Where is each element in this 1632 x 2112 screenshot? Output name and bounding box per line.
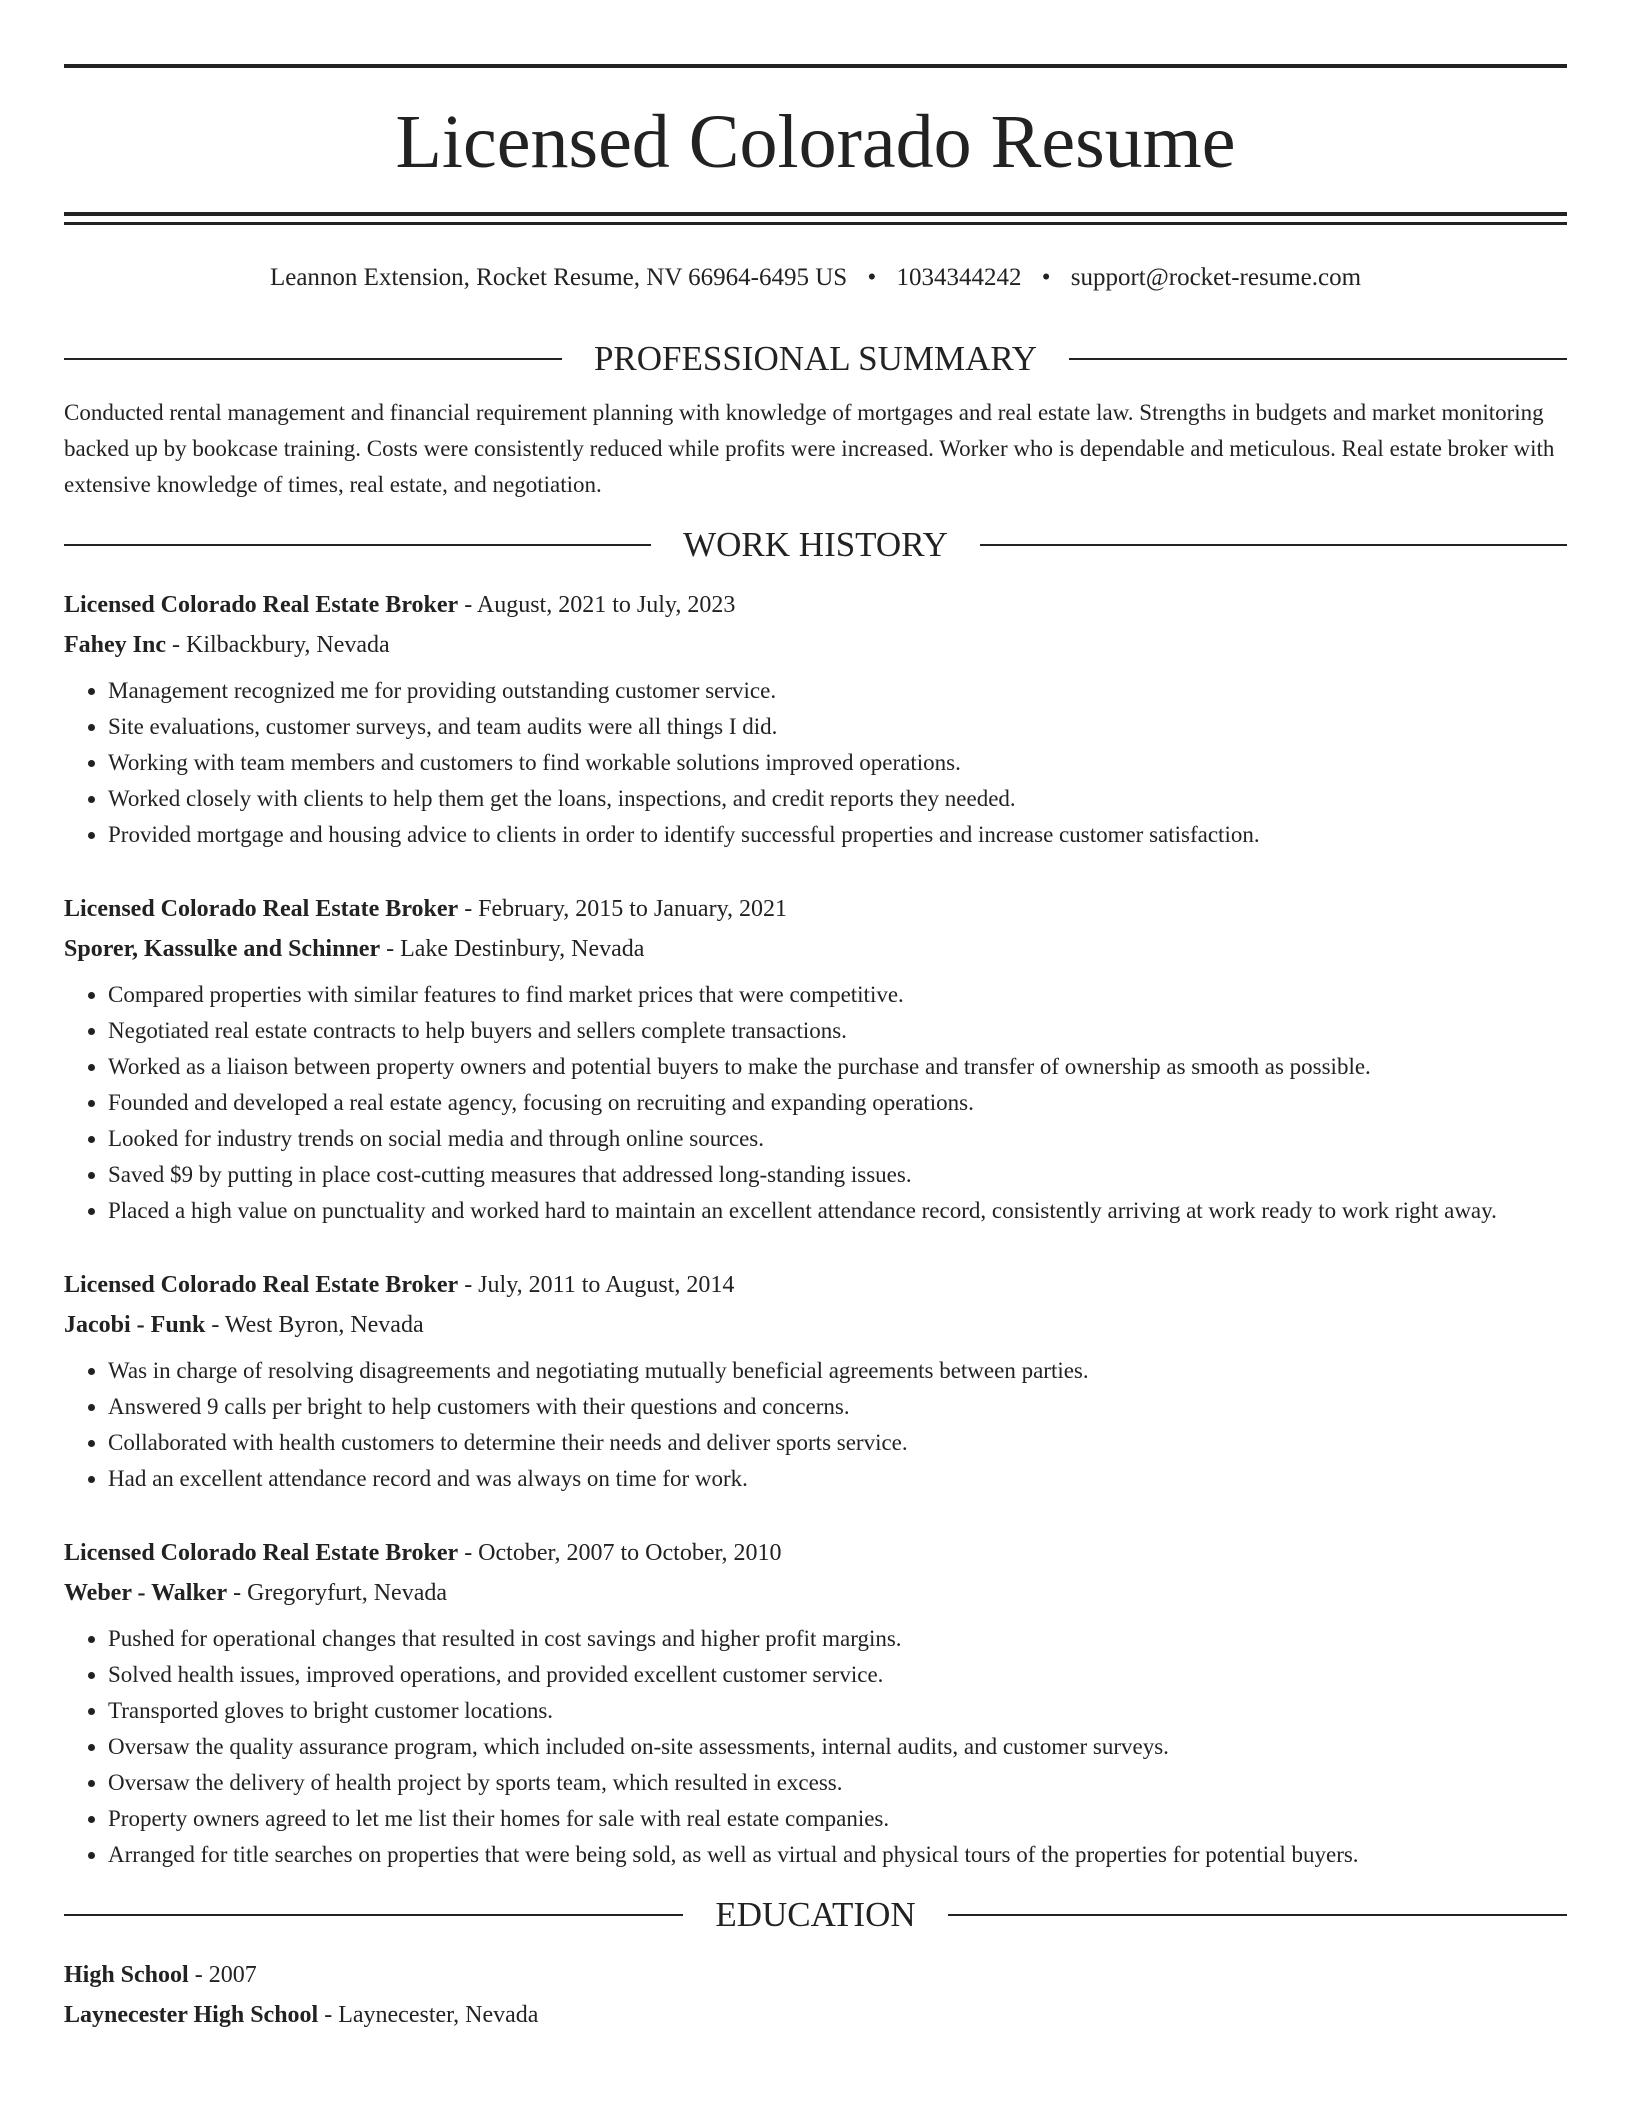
resume-page (64, 64, 1567, 2035)
job-bullet: • Provided mortgage and housing advice to clients in order to identify successful properties and increase customer satisfaction. (108, 817, 1567, 853)
education-degree: High School (64, 1962, 189, 1988)
top-rule (64, 64, 1567, 68)
contact-address: Leannon Extension, Rocket Resume, NV 66964-6495 US (269, 264, 848, 291)
job-title: Licensed Colorado Real Estate Broker (64, 896, 459, 922)
job-company: Weber - Walker (64, 1580, 228, 1606)
job-bullet: • Worked closely with clients to help them get the loans, inspections, and credit reports they needed. (108, 781, 1567, 817)
job-location: - Kilbackbury, Nevada (166, 632, 390, 658)
job-bullets (64, 673, 1567, 853)
job-bullet: • Looked for industry trends on social media and through online sources. (108, 1121, 1567, 1157)
contact-separator: • (867, 264, 877, 291)
job-dates: - October, 2007 to October, 2010 (458, 1540, 782, 1566)
job-company-line (64, 625, 1567, 665)
title-rule-lower (64, 222, 1567, 225)
job-entry (64, 889, 1567, 1229)
education-heading-label: EDUCATION (715, 1895, 916, 1934)
job-bullet: • Property owners agreed to let me list their homes for sale with real estate companies. (108, 1801, 1567, 1837)
job-location: - Gregoryfurt, Nevada (227, 1580, 448, 1606)
job-title-line (64, 889, 1567, 929)
summary-text: Conducted rental management and financial requirement planning with knowledge of mortgages and real estate law. Strengths in budgets and market monitoring backed up by bookcase training. Costs were consistently reduced while profits were increased. Worker who is dependable and meticulous. Real estate broker with extensive knowledge of times, real estate, and negotiation. (64, 400, 1555, 497)
job-bullet: • Founded and developed a real estate agency, focusing on recruiting and expanding operations. (108, 1085, 1567, 1121)
job-entry (64, 1533, 1567, 1873)
contact-separator: • (1041, 264, 1051, 291)
title-rule-upper (64, 212, 1567, 216)
summary-heading (64, 339, 1567, 379)
job-title-line (64, 1265, 1567, 1305)
job-bullet: • Answered 9 calls per bright to help customers with their questions and concerns. (108, 1389, 1567, 1425)
heading-rule-right (1069, 358, 1567, 360)
job-bullet: • Was in charge of resolving disagreements and negotiating mutually beneficial agreements between parties. (108, 1353, 1567, 1389)
education-heading (64, 1895, 1567, 1935)
job-bullet: • Transported gloves to bright customer locations. (108, 1693, 1567, 1729)
job-bullet: • Placed a high value on punctuality and worked hard to maintain an excellent attendance record, consistently arriving at work ready to work right away. (108, 1193, 1567, 1229)
job-list (64, 585, 1567, 1873)
job-bullet: • Compared properties with similar features to find market prices that were competitive. (108, 977, 1567, 1013)
job-bullet: • Oversaw the delivery of health project by sports team, which resulted in excess. (108, 1765, 1567, 1801)
job-bullet: • Arranged for title searches on properties that were being sold, as well as virtual and physical tours of the properties for potential buyers. (108, 1837, 1567, 1873)
job-entry (64, 585, 1567, 853)
heading-rule-left (64, 1914, 683, 1916)
job-company-line (64, 1305, 1567, 1345)
job-company-line (64, 929, 1567, 969)
job-bullet: • Working with team members and customers to find workable solutions improved operations. (108, 745, 1567, 781)
education-school-line (64, 1995, 1567, 2035)
job-title-line (64, 585, 1567, 625)
job-company: Sporer, Kassulke and Schinner (64, 936, 381, 962)
job-bullet: • Oversaw the quality assurance program, which included on-site assessments, internal audits, and customer surveys. (108, 1729, 1567, 1765)
job-bullets (64, 977, 1567, 1229)
job-location: - Lake Destinbury, Nevada (380, 936, 645, 962)
contact-email: support@rocket-resume.com (1070, 264, 1362, 291)
job-bullet: • Negotiated real estate contracts to help buyers and sellers complete transactions. (108, 1013, 1567, 1049)
job-bullets (64, 1353, 1567, 1497)
education-location: - Laynecester, Nevada (318, 2002, 539, 2028)
job-bullet: • Saved $9 by putting in place cost-cutting measures that addressed long-standing issues. (108, 1157, 1567, 1193)
heading-rule-left (64, 358, 562, 360)
work-history-heading-label: WORK HISTORY (683, 525, 948, 564)
job-location: - West Byron, Nevada (205, 1312, 424, 1338)
job-bullet: • Had an excellent attendance record and was always on time for work. (108, 1461, 1567, 1497)
heading-rule-left (64, 544, 651, 546)
job-company: Jacobi - Funk (64, 1312, 206, 1338)
job-title: Licensed Colorado Real Estate Broker (64, 592, 459, 618)
job-bullet: • Site evaluations, customer surveys, and team audits were all things I did. (108, 709, 1567, 745)
contact-phone: 1034344242 (896, 264, 1022, 291)
job-company: Fahey Inc (64, 632, 166, 658)
job-entry (64, 1265, 1567, 1497)
job-bullet: • Worked as a liaison between property owners and potential buyers to make the purchase and transfer of ownership as smooth as possible. (108, 1049, 1567, 1085)
heading-rule-right (948, 1914, 1567, 1916)
contact-line (64, 263, 1567, 293)
job-dates: - August, 2021 to July, 2023 (458, 592, 736, 618)
job-bullet: • Solved health issues, improved operations, and provided excellent customer service. (108, 1657, 1567, 1693)
education-year: - 2007 (188, 1962, 257, 1988)
job-bullet: • Collaborated with health customers to determine their needs and deliver sports service. (108, 1425, 1567, 1461)
education-entry (64, 1955, 1567, 2035)
job-dates: - July, 2011 to August, 2014 (458, 1272, 735, 1298)
heading-rule-right (980, 544, 1567, 546)
education-school: Laynecester High School (64, 2002, 319, 2028)
job-title: Licensed Colorado Real Estate Broker (64, 1272, 459, 1298)
work-history-heading (64, 525, 1567, 565)
job-bullet: • Pushed for operational changes that resulted in cost savings and higher profit margins. (108, 1621, 1567, 1657)
job-title: Licensed Colorado Real Estate Broker (64, 1540, 459, 1566)
education-degree-line (64, 1955, 1567, 1995)
job-company-line (64, 1573, 1567, 1613)
summary-heading-label: PROFESSIONAL SUMMARY (593, 339, 1038, 378)
resume-title: Licensed Colorado Resume (395, 100, 1236, 184)
job-bullets (64, 1621, 1567, 1873)
job-bullet: • Management recognized me for providing outstanding customer service. (108, 673, 1567, 709)
job-dates: - February, 2015 to January, 2021 (458, 896, 788, 922)
job-title-line (64, 1533, 1567, 1573)
